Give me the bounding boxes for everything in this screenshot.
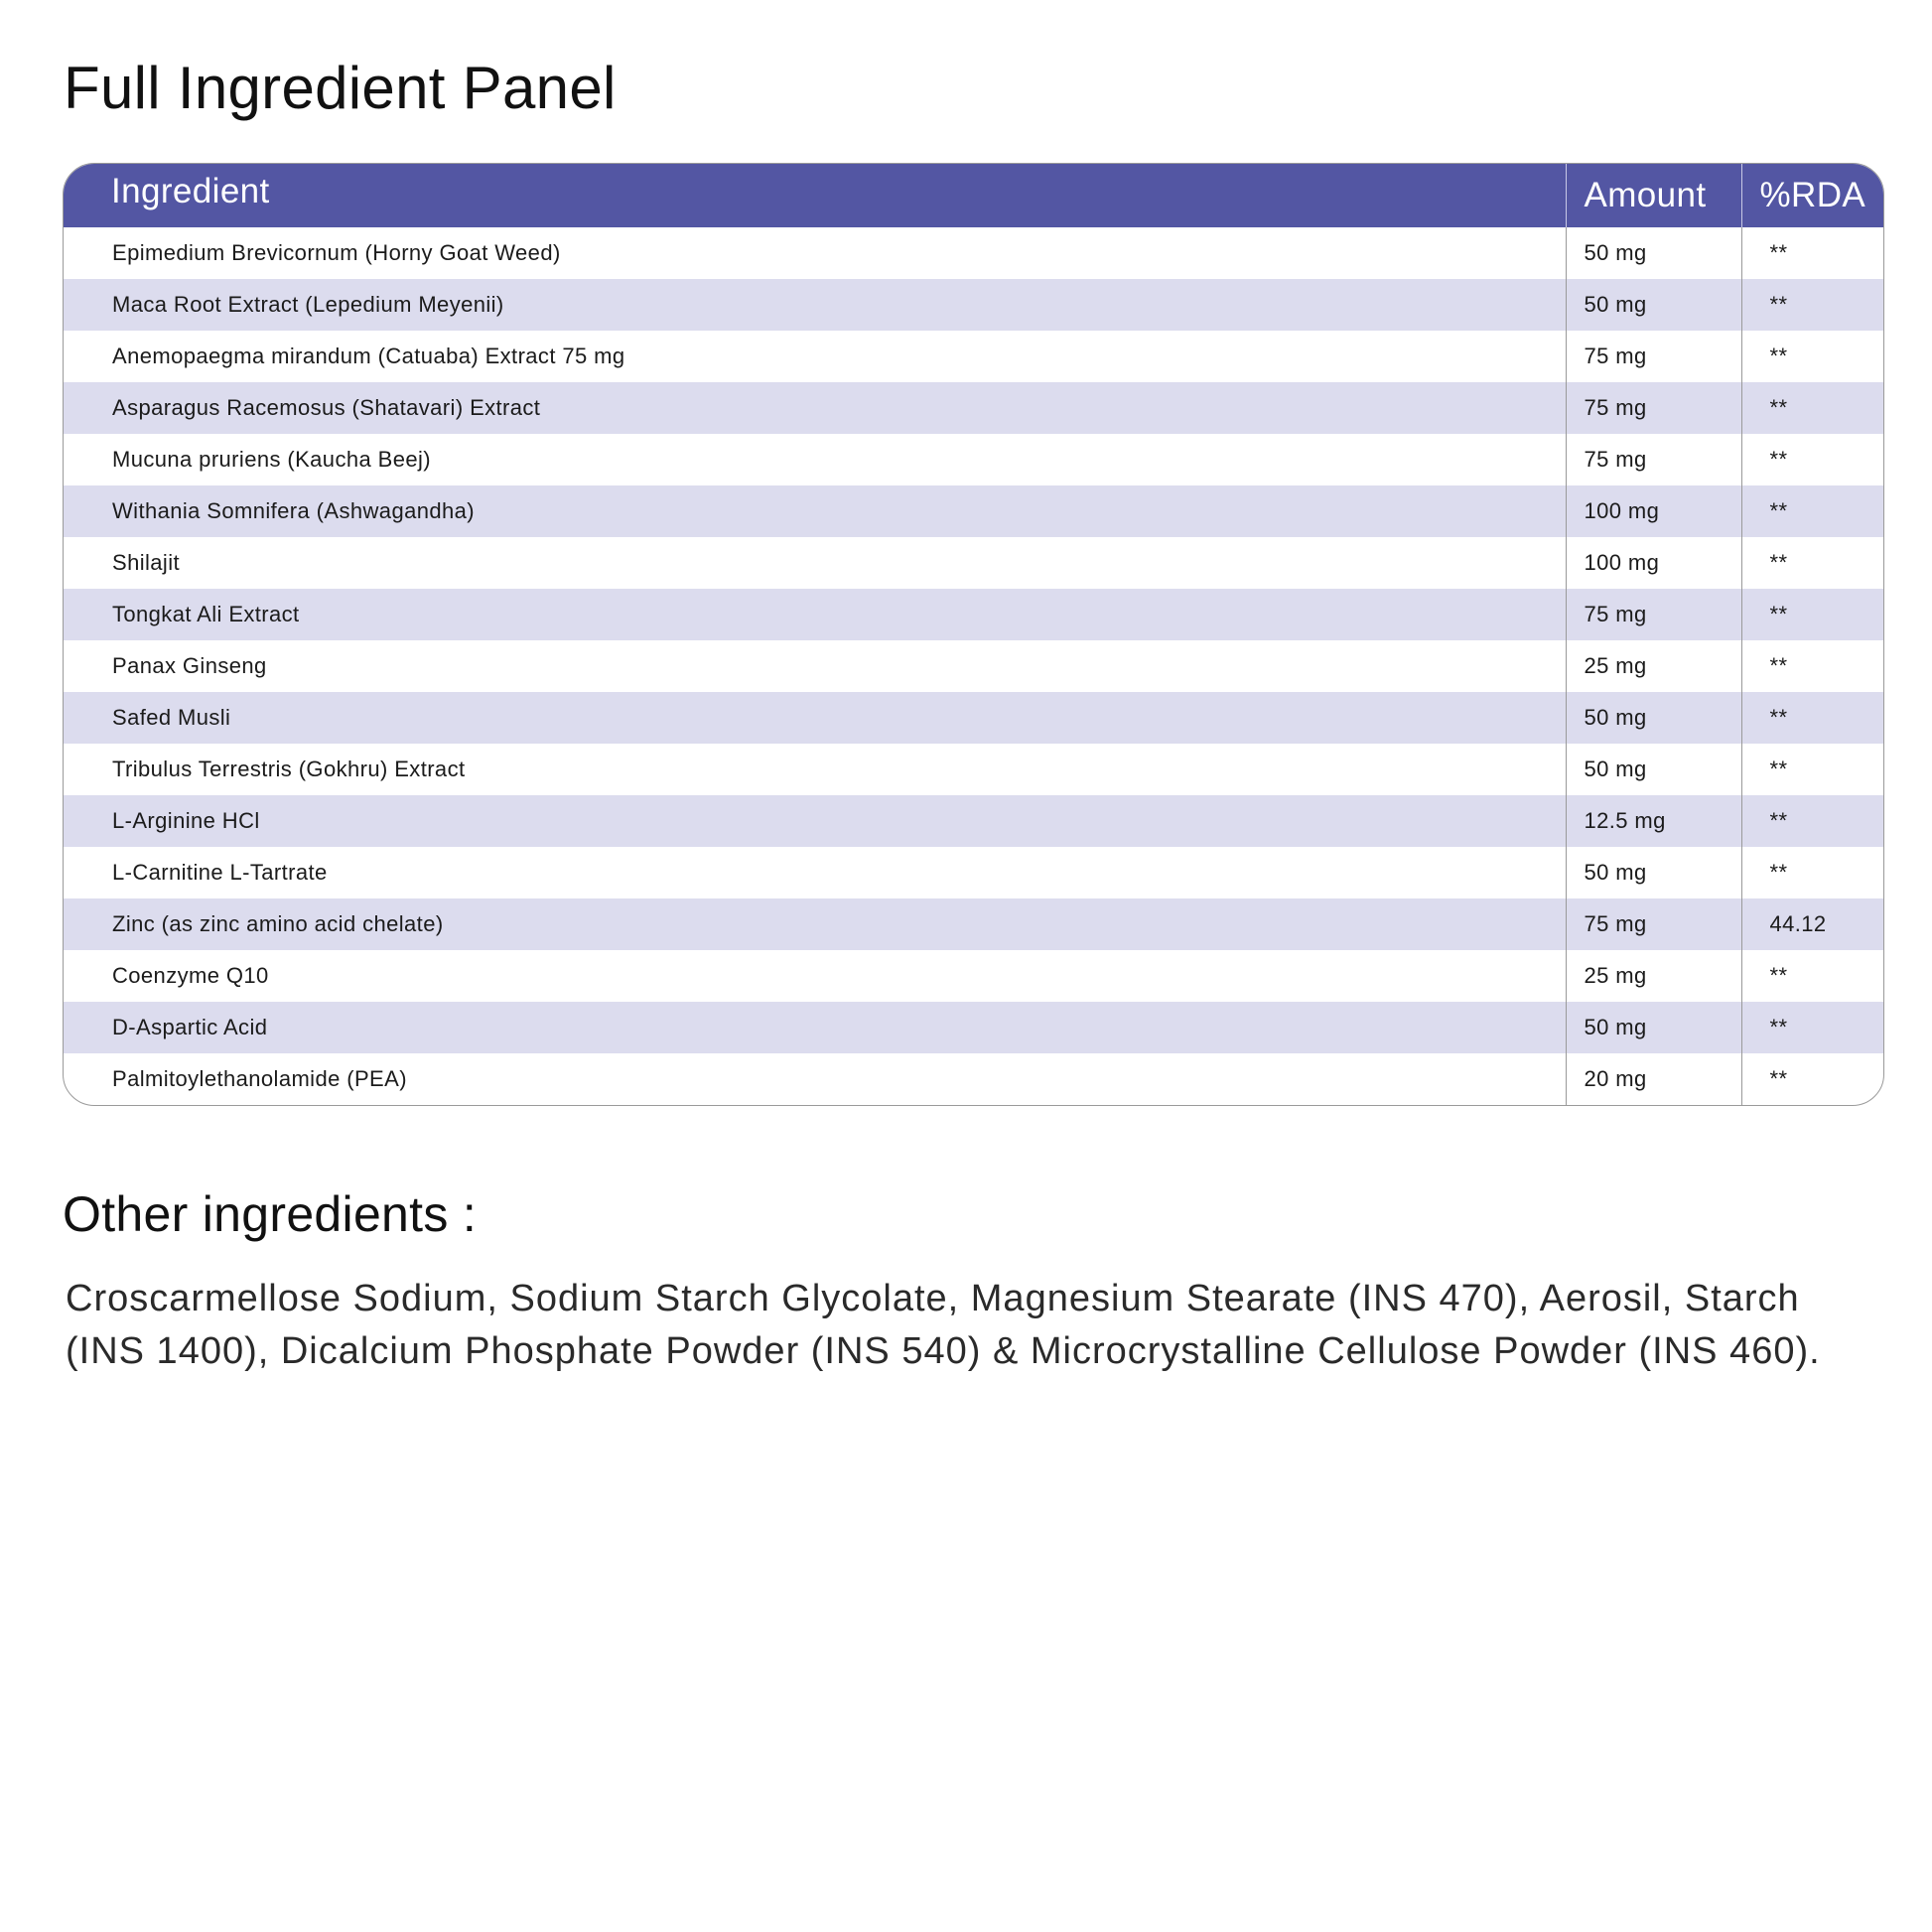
amount-cell: 25 mg — [1566, 640, 1741, 692]
ingredient-cell: Withania Somnifera (Ashwagandha) — [64, 485, 1566, 537]
table-row — [64, 640, 1883, 692]
table-row — [64, 227, 1883, 279]
other-ingredients-title: Other ingredients : — [63, 1186, 478, 1242]
amount-cell: 50 mg — [1566, 279, 1741, 331]
table-row — [64, 795, 1883, 847]
page-title: Full Ingredient Panel — [64, 55, 617, 121]
amount-cell: 50 mg — [1566, 227, 1741, 279]
rda-cell: ** — [1741, 227, 1883, 279]
table-row — [64, 950, 1883, 1002]
amount-cell: 75 mg — [1566, 898, 1741, 950]
table-row — [64, 279, 1883, 331]
amount-cell: 50 mg — [1566, 692, 1741, 744]
ingredient-cell: L-Arginine HCl — [64, 795, 1566, 847]
table-row — [64, 331, 1883, 382]
rda-cell: 44.12 — [1741, 898, 1883, 950]
header-rda: %RDA — [1741, 164, 1883, 227]
rda-cell: ** — [1741, 692, 1883, 744]
ingredient-cell: Panax Ginseng — [112, 653, 267, 678]
rda-cell: ** — [1741, 279, 1883, 331]
rda-cell: ** — [1741, 331, 1883, 382]
ingredient-cell: Mucuna pruriens (Kaucha Beej) — [112, 447, 431, 472]
ingredient-cell: Shilajit — [112, 550, 181, 575]
ingredient-cell: L-Carnitine L-Tartrate — [112, 860, 328, 885]
table-row — [64, 589, 1883, 640]
amount-cell: 75 mg — [1566, 382, 1741, 434]
table-header-row — [64, 164, 1883, 227]
amount-cell: 75 mg — [1566, 434, 1741, 485]
rda-cell: ** — [1741, 1053, 1883, 1105]
rda-cell: ** — [1741, 589, 1883, 640]
amount-cell: 25 mg — [1566, 950, 1741, 1002]
ingredient-cell: Maca Root Extract (Lepedium Meyenii) — [64, 279, 1566, 331]
rda-cell: ** — [1741, 382, 1883, 434]
ingredient-table-container — [63, 163, 1884, 1106]
table-row — [64, 434, 1883, 485]
table-row — [64, 692, 1883, 744]
header-amount: Amount — [1566, 164, 1741, 227]
rda-cell: ** — [1741, 795, 1883, 847]
ingredient-cell: Tribulus Terrestris (Gokhru) Extract — [112, 757, 466, 781]
table-row — [64, 1053, 1883, 1105]
ingredient-cell: Tongkat Ali Extract — [64, 589, 1566, 640]
ingredient-cell: Palmitoylethanolamide (PEA) — [112, 1066, 407, 1091]
amount-cell: 50 mg — [1566, 847, 1741, 898]
rda-cell: ** — [1741, 1002, 1883, 1053]
amount-cell: 50 mg — [1566, 1002, 1741, 1053]
ingredient-cell: Anemopaegma mirandum (Catuaba) Extract 75 mg — [112, 344, 625, 368]
table-row — [64, 847, 1883, 898]
rda-cell: ** — [1741, 744, 1883, 795]
table-body — [64, 227, 1883, 1105]
table-row — [64, 382, 1883, 434]
table-row — [64, 1002, 1883, 1053]
amount-cell: 50 mg — [1566, 744, 1741, 795]
rda-cell: ** — [1741, 847, 1883, 898]
header-ingredient: Ingredient — [64, 164, 1566, 227]
amount-cell: 75 mg — [1566, 331, 1741, 382]
ingredient-cell: Safed Musli — [64, 692, 1566, 744]
amount-cell: 20 mg — [1566, 1053, 1741, 1105]
amount-cell: 12.5 mg — [1566, 795, 1741, 847]
table-row — [64, 898, 1883, 950]
amount-cell: 100 mg — [1566, 537, 1741, 589]
ingredient-cell: Zinc (as zinc amino acid chelate) — [64, 898, 1566, 950]
ingredient-cell: D-Aspartic Acid — [64, 1002, 1566, 1053]
table-row — [64, 485, 1883, 537]
amount-cell: 75 mg — [1566, 589, 1741, 640]
rda-cell: ** — [1741, 950, 1883, 1002]
ingredient-cell: Coenzyme Q10 — [112, 963, 269, 988]
ingredient-cell: Asparagus Racemosus (Shatavari) Extract — [64, 382, 1566, 434]
table-row — [64, 744, 1883, 795]
rda-cell: ** — [1741, 485, 1883, 537]
table-header — [64, 164, 1883, 227]
rda-cell: ** — [1741, 640, 1883, 692]
rda-cell: ** — [1741, 434, 1883, 485]
table-row — [64, 537, 1883, 589]
amount-cell: 100 mg — [1566, 485, 1741, 537]
rda-cell: ** — [1741, 537, 1883, 589]
ingredient-table — [64, 164, 1883, 1105]
ingredient-cell: Epimedium Brevicornum (Horny Goat Weed) — [112, 240, 561, 265]
other-ingredients-text: Croscarmellose Sodium, Sodium Starch Glycolate, Magnesium Stearate (INS 470), Aerosil, Starch (INS 1400), Dicalcium Phosphate Powder (INS 540) & Microcrystalline Cellulose Powder (INS 460). — [66, 1278, 1821, 1372]
